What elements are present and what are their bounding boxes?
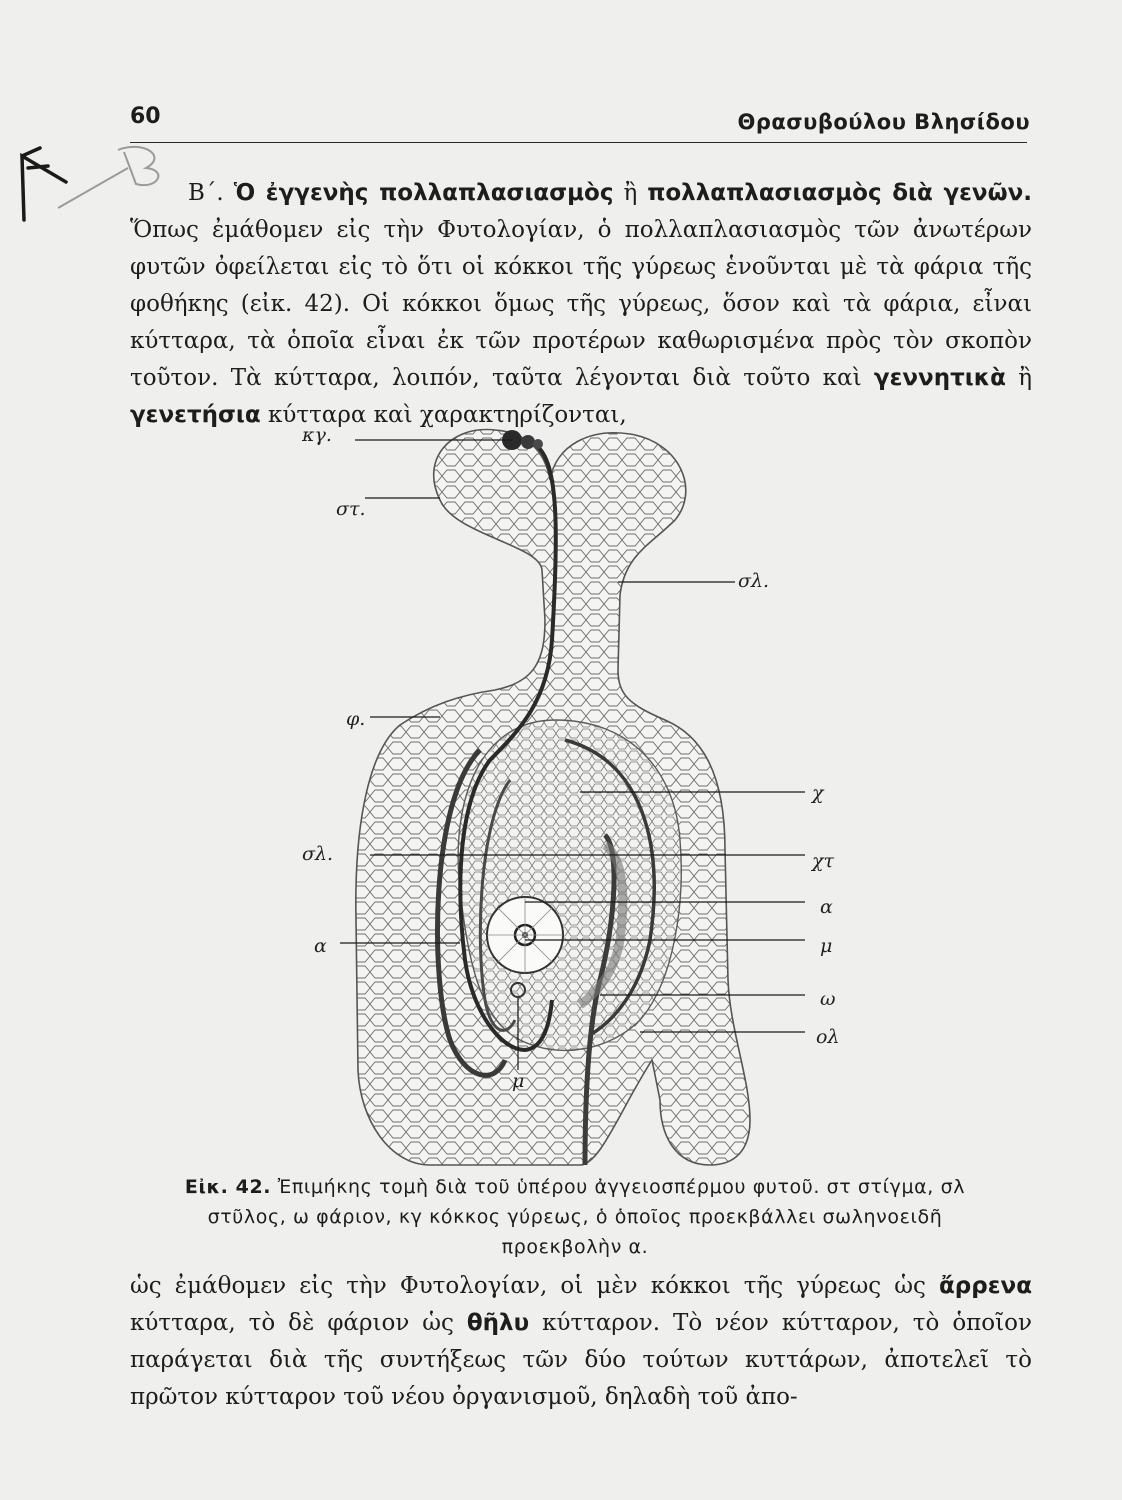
section-text <box>130 175 1032 434</box>
header-rule <box>130 142 1027 143</box>
label-m-bottom: μ <box>512 1070 525 1092</box>
continuation-text-3: κύτταρον. Τὸ νέον κύτταρον, τὸ ὁποῖον παράγεται διὰ τῆς συντήξεως τῶν δύο τούτων κυττάρων, ἀποτελεῖ τὸ πρῶτον κύτταρον τοῦ νέου ὀργανισμοῦ, δηλαδὴ τοῦ ἀπο- <box>130 1310 1032 1410</box>
figure-caption <box>160 1172 990 1262</box>
section-label: Β΄. <box>188 180 234 206</box>
label-ky: κγ. <box>302 424 332 446</box>
term-genetisia: γενετήσια <box>130 402 261 428</box>
label-a-right: α <box>820 896 833 918</box>
term-thilu: θῆλυ <box>466 1310 530 1336</box>
pollen-grain-2 <box>521 435 535 449</box>
running-head: Θρασυβούλου Βλησίδου <box>737 110 1030 134</box>
caption-text: Ἐπιμήκης τομὴ διὰ τοῦ ὑπέρου ἀγγειοσπέρμου φυτοῦ. στ στίγμα, σλ στῦλος, ω φάριον, κγ κόκκος γύρεως, ὁ ὁποῖος προεκβάλλει σωληνοειδῆ προεκβολὴν α. <box>207 1176 966 1258</box>
label-a-left: α <box>314 935 327 957</box>
page-number: 60 <box>130 104 161 129</box>
ovule <box>458 720 681 1050</box>
term-arrena: ἄρρενα <box>939 1273 1032 1299</box>
label-xt: χτ <box>812 850 835 872</box>
section-text-1: Ὅπως ἐμάθομεν εἰς τὴν Φυτολογίαν, ὁ πολλαπλασιασμὸς τῶν ἀνωτέρων φυτῶν ὀφείλεται εἰς τὸ ὅτι οἱ κόκκοι τῆς γύρεως ἑνοῦνται μὲ τὰ φάρια τῆς φοθήκης (εἰκ. 42). Οἱ κόκκοι ὅμως τῆς γύρεως, ὅσον καὶ τὰ φάρια, εἶναι κύτταρα, τὰ ὁποῖα εἶναι ἐκ τῶν προτέρων καθωρισμένα πρὸς τὸν σκοπὸν τοῦτον. Τὰ κύτταρα, λοιπόν, ταῦτα λέγονται διὰ τοῦτο καὶ <box>130 217 1032 391</box>
label-sl-top: σλ. <box>738 570 770 592</box>
continuation-text-2: κύτταρα, τὸ δὲ φάριον ὡς <box>130 1310 467 1336</box>
section-text-2: ἢ <box>1005 365 1032 391</box>
pistil-illustration <box>280 420 860 1170</box>
label-sl-left: σλ. <box>302 843 334 865</box>
continuation-text-1: ὡς ἐμάθομεν εἰς τὴν Φυτολογίαν, οἱ μὲν κόκκοι τῆς γύρεως ὡς <box>130 1273 939 1299</box>
section-connector: ἢ <box>613 180 648 206</box>
label-st: στ. <box>336 498 366 520</box>
label-x: χ <box>812 782 824 804</box>
section-title: Ὁ ἐγγενὴς πολλαπλασιασμὸς <box>233 180 614 206</box>
page-header <box>130 104 1030 140</box>
caption-fig-id: Εἰκ. 42. <box>184 1176 272 1198</box>
section-text-3: κύτταρα καὶ χαρακτηρίζονται, <box>260 402 627 428</box>
figure-pistil-section <box>280 420 860 1170</box>
pollen-grain-3 <box>533 439 543 449</box>
label-f: φ. <box>346 708 366 730</box>
section-title-alt: πολλαπλασιασμὸς διὰ γενῶν. <box>647 180 1032 206</box>
label-ol: ολ <box>816 1026 840 1048</box>
label-o: ω <box>820 988 836 1010</box>
term-gennitika: γεννητικὰ <box>873 365 1006 391</box>
continuation-text <box>130 1268 1032 1416</box>
label-m-right: μ <box>820 935 833 957</box>
